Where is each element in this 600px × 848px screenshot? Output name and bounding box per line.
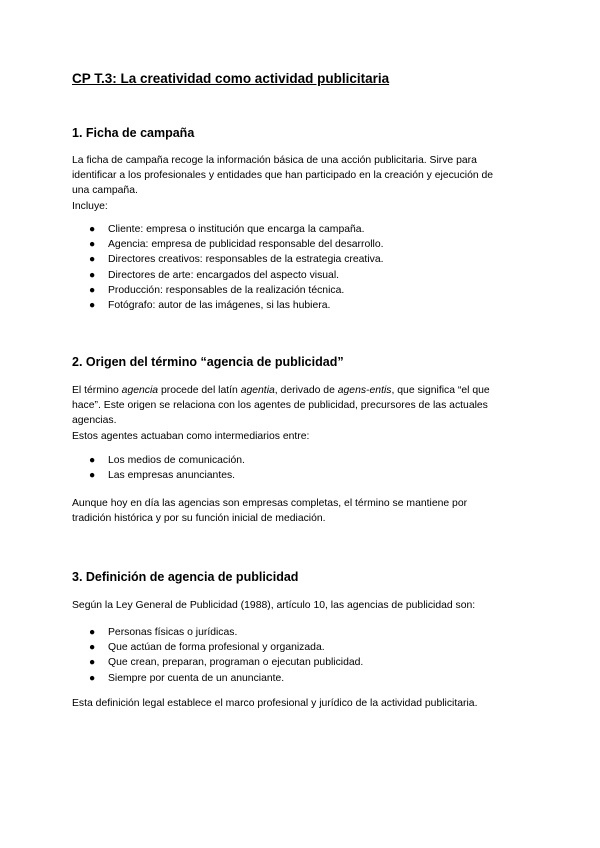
document-title: CP T.3: La creatividad como actividad publicitaria: [72, 71, 390, 86]
list-item: [72, 268, 384, 283]
list-item: [72, 655, 363, 670]
section-1-includes-label: Incluye:: [72, 200, 108, 212]
section-3-heading: 3. Definición de agencia de publicidad: [72, 570, 299, 584]
section-2-closing: [72, 496, 512, 526]
section-3-closing: Esta definición legal establece el marco profesional y jurídico de la actividad publicitaria.: [72, 698, 478, 709]
section-2-closing-line: Aunque hoy en día las agencias son empresas completas, el término se mantiene por: [72, 498, 468, 509]
bullet-icon: ●: [89, 224, 96, 235]
section-1-line: identificar a los profesionales y entidades que han participado en la creación y ejecución de: [72, 170, 494, 182]
list-item: [72, 453, 245, 468]
list-item: [72, 252, 384, 267]
text-run: , derivado de: [274, 385, 338, 396]
list-item: [72, 283, 384, 298]
italic-term: agentia: [240, 385, 275, 396]
section-1-paragraph: [72, 153, 512, 214]
list-item-text: Producción: responsables de la realización técnica.: [108, 284, 345, 296]
list-item-text: Cliente: empresa o institución que encarga la campaña.: [108, 224, 365, 235]
text-run: El término: [72, 385, 122, 396]
section-2-closing-line: tradición histórica y por su función inicial de mediación.: [72, 513, 326, 525]
list-item-text: Las empresas anunciantes.: [108, 470, 236, 482]
bullet-icon: ●: [89, 642, 96, 654]
bullet-icon: ●: [89, 284, 96, 296]
section-1-line: La ficha de campaña recoge la información básica de una acción publicitaria. Sirve para: [72, 155, 477, 166]
section-2-heading: 2. Origen del término “agencia de publicidad”: [72, 355, 344, 369]
list-item: [72, 625, 363, 640]
list-item-text: Que crean, preparan, programan o ejecutan publicidad.: [108, 657, 364, 669]
list-item-text: Directores de arte: encargados del aspecto visual.: [108, 269, 340, 281]
list-item: [72, 671, 363, 686]
list-item: [72, 222, 384, 237]
bullet-icon: ●: [89, 239, 96, 251]
list-item-text: Siempre por cuenta de un anunciante.: [108, 672, 285, 684]
text-run: procede del latín: [158, 385, 241, 396]
list-item-text: Agencia: empresa de publicidad responsable del desarrollo.: [108, 239, 384, 251]
bullet-icon: ●: [89, 627, 96, 638]
section-3-list: [72, 625, 363, 686]
bullet-icon: ●: [89, 269, 96, 281]
list-item-text: Que actúan de forma profesional y organizada.: [108, 642, 325, 654]
section-1-line: una campaña.: [72, 185, 138, 197]
bullet-icon: ●: [89, 300, 96, 312]
section-2-paragraph: [72, 383, 512, 444]
list-item: [72, 640, 363, 655]
section-2-line: [72, 383, 512, 398]
list-item: [72, 468, 245, 483]
section-3-intro: Según la Ley General de Publicidad (1988), artículo 10, las agencias de publicidad son:: [72, 600, 476, 611]
bullet-icon: ●: [89, 672, 96, 684]
bullet-icon: ●: [89, 254, 96, 266]
italic-term: agencia: [121, 385, 159, 396]
italic-term: agens-entis: [337, 385, 392, 396]
section-2-line: Estos agentes actuaban como intermediarios entre:: [72, 430, 310, 442]
section-1-list: [72, 222, 384, 313]
list-item: [72, 298, 384, 313]
bullet-icon: ●: [89, 470, 96, 482]
list-item-text: Fotógrafo: autor de las imágenes, si las hubiera.: [108, 300, 331, 312]
list-item: [72, 237, 384, 252]
list-item-text: Personas físicas o jurídicas.: [108, 627, 238, 638]
section-1-heading: 1. Ficha de campaña: [72, 126, 195, 140]
list-item-text: Los medios de comunicación.: [108, 455, 245, 466]
bullet-icon: ●: [89, 455, 96, 466]
section-2-list: [72, 453, 245, 483]
bullet-icon: ●: [89, 657, 96, 669]
section-2-line: hace”. Este origen se relaciona con los agentes de publicidad, precursores de las actuales: [72, 400, 488, 412]
section-2-line: agencias.: [72, 415, 117, 427]
list-item-text: Directores creativos: responsables de la estrategia creativa.: [108, 254, 384, 266]
text-run: , que significa “el que: [391, 385, 490, 396]
